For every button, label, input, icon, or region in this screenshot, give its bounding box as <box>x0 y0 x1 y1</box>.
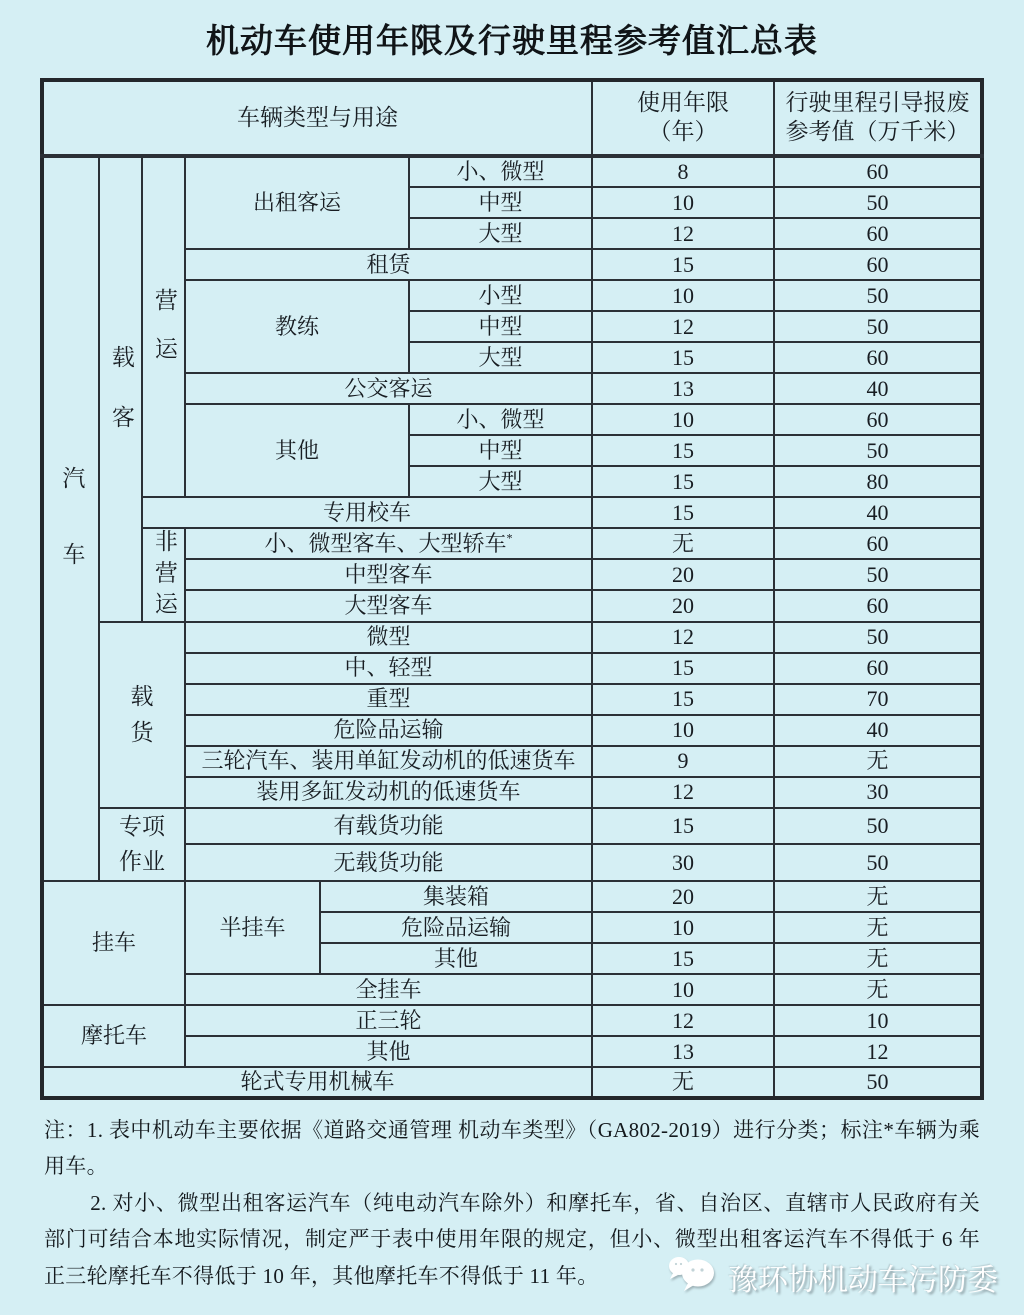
cell-type-label: 集装箱 <box>320 881 592 912</box>
cell-mileage-value: 无 <box>774 974 982 1005</box>
cell-mileage-value: 60 <box>774 156 982 187</box>
cell-years-value: 10 <box>592 280 774 311</box>
cell-mileage-value: 50 <box>774 1067 982 1098</box>
cell-years-value: 15 <box>592 435 774 466</box>
cell-type-label: 中型客车 <box>185 559 592 590</box>
cell-type-label: 小、微型 <box>409 156 592 187</box>
cell-mileage-value: 60 <box>774 342 982 373</box>
group-label-special-ops: 专项作业 <box>118 813 165 875</box>
cell-years-value: 15 <box>592 808 774 845</box>
table-row <box>42 1005 982 1036</box>
cell-mileage-value: 12 <box>774 1036 982 1067</box>
cell-mileage-value: 50 <box>774 435 982 466</box>
group-label-cargo: 载货 <box>130 683 154 745</box>
cell-mileage-value: 60 <box>774 590 982 621</box>
cell-group-special-ops <box>99 808 185 881</box>
cell-type-label: 中、轻型 <box>185 653 592 684</box>
cell-mileage-value: 60 <box>774 249 982 280</box>
cell-type-label: 轮式专用机械车 <box>42 1067 592 1098</box>
cell-type-label: 大型客车 <box>185 590 592 621</box>
group-label-automobile: 汽车 <box>59 466 85 619</box>
cell-group-coach: 教练 <box>185 280 409 373</box>
cell-mileage-value: 50 <box>774 559 982 590</box>
cell-years-value: 20 <box>592 881 774 912</box>
passenger-car-asterisk: * <box>506 531 513 546</box>
watermark <box>667 1251 998 1303</box>
type-label-text: 小、微型客车、大型轿车 <box>264 530 507 556</box>
cell-type-label: 中型 <box>409 435 592 466</box>
cell-mileage-value: 无 <box>774 746 982 777</box>
cell-mileage-value: 50 <box>774 622 982 653</box>
cell-mileage-value: 70 <box>774 684 982 715</box>
cell-years-value: 20 <box>592 590 774 621</box>
header-mileage-line1: 行驶里程引导报废 <box>785 90 970 116</box>
cell-type-label: 大型 <box>409 218 592 249</box>
cell-years-value: 15 <box>592 653 774 684</box>
cell-group-passenger <box>99 156 142 622</box>
header-row <box>42 80 982 156</box>
cell-years-value: 8 <box>592 156 774 187</box>
cell-mileage-value: 40 <box>774 715 982 746</box>
cell-mileage-value: 无 <box>774 881 982 912</box>
cell-type-label: 中型 <box>409 187 592 218</box>
header-mileage <box>774 80 982 156</box>
cell-type-label: 大型 <box>409 342 592 373</box>
wechat-chat-bubbles-icon <box>667 1251 719 1303</box>
group-label-passenger: 载客 <box>108 344 134 465</box>
cell-group-semi-trailer: 半挂车 <box>185 881 320 974</box>
cell-group-taxi: 出租客运 <box>185 156 409 249</box>
cell-group-automobile <box>42 156 99 881</box>
cell-type-label: 正三轮 <box>185 1005 592 1036</box>
group-label-non-operating: 非营运 <box>151 529 177 623</box>
cell-years-value: 无 <box>592 1067 774 1098</box>
cell-type-label: 重型 <box>185 684 592 715</box>
cell-type-label: 其他 <box>185 1036 592 1067</box>
cell-years-value: 9 <box>592 746 774 777</box>
cell-type-label: 其他 <box>320 943 592 974</box>
cell-mileage-value: 10 <box>774 1005 982 1036</box>
cell-type-label: 三轮汽车、装用单缸发动机的低速货车 <box>185 746 592 777</box>
cell-mileage-value: 30 <box>774 777 982 808</box>
cell-years-value: 10 <box>592 974 774 1005</box>
cell-type-label: 微型 <box>185 622 592 653</box>
cell-type-label: 危险品运输 <box>320 912 592 943</box>
cell-mileage-value: 50 <box>774 187 982 218</box>
header-years <box>592 80 774 156</box>
cell-years-value: 20 <box>592 559 774 590</box>
cell-type-label: 无载货功能 <box>185 844 592 881</box>
cell-group-motorcycle: 摩托车 <box>42 1005 185 1067</box>
cell-mileage-value: 60 <box>774 528 982 559</box>
cell-years-value: 15 <box>592 943 774 974</box>
page-title: 机动车使用年限及行驶里程参考值汇总表 <box>206 22 818 59</box>
cell-years-value: 15 <box>592 249 774 280</box>
cell-years-value: 10 <box>592 912 774 943</box>
cell-years-value: 30 <box>592 844 774 881</box>
cell-years-value: 12 <box>592 218 774 249</box>
cell-type-label: 装用多缸发动机的低速货车 <box>185 777 592 808</box>
cell-years-value: 13 <box>592 1036 774 1067</box>
cell-years-value: 15 <box>592 684 774 715</box>
cell-years-value: 13 <box>592 373 774 404</box>
table-row <box>42 1067 982 1098</box>
table-row <box>42 622 982 653</box>
cell-mileage-value: 50 <box>774 844 982 881</box>
cell-years-value: 15 <box>592 466 774 497</box>
cell-type-label: 小、微型 <box>409 404 592 435</box>
header-mileage-line2: 参考值（万千米） <box>785 119 970 144</box>
cell-type-label: 大型 <box>409 466 592 497</box>
cell-mileage-value: 无 <box>774 912 982 943</box>
summary-table <box>40 78 984 1100</box>
cell-group-other-passenger: 其他 <box>185 404 409 497</box>
note-1: 注：1. 表中机动车主要依据《道路交通管理 机动车类型》（GA802-2019）进行分类；标注*车辆为乘用车。 <box>44 1117 980 1179</box>
header-years-line2: （年） <box>648 119 718 144</box>
cell-type-label: 危险品运输 <box>185 715 592 746</box>
cell-type-label <box>185 528 592 559</box>
table-row <box>42 808 982 845</box>
cell-mileage-value: 60 <box>774 218 982 249</box>
cell-years-value: 12 <box>592 1005 774 1036</box>
cell-years-value: 10 <box>592 404 774 435</box>
cell-type-label: 中型 <box>409 311 592 342</box>
cell-years-value: 12 <box>592 311 774 342</box>
cell-mileage-value: 40 <box>774 497 982 528</box>
cell-type-label: 全挂车 <box>185 974 592 1005</box>
cell-group-non-operating <box>142 528 185 622</box>
cell-mileage-value: 无 <box>774 943 982 974</box>
table-row <box>42 881 982 912</box>
cell-years-value: 12 <box>592 622 774 653</box>
cell-mileage-value: 40 <box>774 373 982 404</box>
cell-mileage-value: 80 <box>774 466 982 497</box>
group-label-operating: 营运 <box>151 288 177 385</box>
header-years-line1: 使用年限 <box>637 90 729 116</box>
cell-years-value: 无 <box>592 528 774 559</box>
cell-mileage-value: 60 <box>774 404 982 435</box>
header-type: 车辆类型与用途 <box>42 80 592 156</box>
cell-mileage-value: 60 <box>774 653 982 684</box>
cell-type-label: 租赁 <box>185 249 592 280</box>
cell-years-value: 15 <box>592 497 774 528</box>
cell-type-label: 专用校车 <box>142 497 592 528</box>
cell-mileage-value: 50 <box>774 808 982 845</box>
cell-years-value: 10 <box>592 715 774 746</box>
cell-type-label: 公交客运 <box>185 373 592 404</box>
cell-mileage-value: 50 <box>774 311 982 342</box>
note-2: 2. 对小、微型出租客运汽车（纯电动汽车除外）和摩托车，省、自治区、直辖市人民政府有关部门可结合本地实际情况，制定严于表中使用年限的规定，但小、微型出租客运汽车不得低于 6 年 正三轮摩托车不得低于 10 年，其他摩托车不得低于 11 年。 <box>44 1190 1002 1289</box>
cell-mileage-value: 50 <box>774 280 982 311</box>
cell-group-cargo <box>99 622 185 808</box>
cell-type-label: 有载货功能 <box>185 808 592 845</box>
table-row <box>42 156 982 187</box>
cell-years-value: 12 <box>592 777 774 808</box>
cell-years-value: 15 <box>592 342 774 373</box>
watermark-text: 豫环协机动车污防委 <box>728 1264 998 1297</box>
cell-years-value: 10 <box>592 187 774 218</box>
cell-group-operating <box>142 156 185 497</box>
table-row <box>42 528 982 559</box>
cell-type-label: 小型 <box>409 280 592 311</box>
table-row <box>42 497 982 528</box>
cell-group-trailer: 挂车 <box>42 881 185 1005</box>
